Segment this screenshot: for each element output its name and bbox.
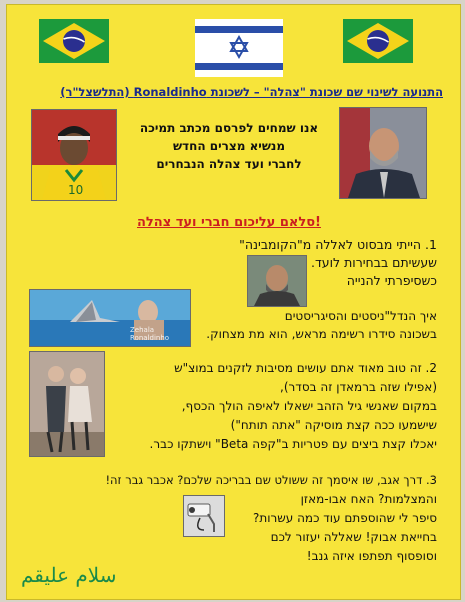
section-3-line: סיפר לי שהוספתם עוד כמה עשרות? [252, 511, 437, 525]
photo-watermark: Zehala Ronaldinho [130, 326, 170, 342]
section-3-line: 3. דרך אגב, שו איסמך זה ששולט שם בבריכה שלכם? אכבר גבר זה! [105, 473, 437, 487]
dancing-couple-photo [29, 351, 105, 457]
intro-line: אנו שמחים לפרסם מכתב תמיכה [139, 121, 319, 135]
section-1-line: איך הנדל"ניסטים והסיגריסטים [284, 309, 437, 323]
president-photo [339, 107, 427, 199]
section-3-line: וסופסוף תפתפו איזה גנב! [306, 549, 437, 563]
haniyeh-photo [247, 255, 307, 307]
section-3-line: והמצלמות? האח אבו-מאזן [300, 492, 437, 506]
israel-flag-icon [195, 19, 283, 77]
greeting-heading: סלאם עליכום חברי ועד צהלה! [137, 215, 321, 230]
section-2-line: במקום שאנשי גיל הזהב ישאלו לאיפה הולך הכסף, [181, 399, 437, 413]
section-3-line: בחייאת אבוק! שאללה יעזור לכם [270, 530, 437, 544]
section-1-line: כשסיפרתי להנייה [346, 273, 437, 288]
section-2-line: יאכלו קצת ביצים עם פטריות ב"קפה Beta" וישתקו כבר. [149, 437, 437, 451]
security-camera-photo [183, 495, 225, 537]
arabic-signature: سلام عليقم [21, 563, 117, 587]
intro-line: לחברי ועד צהלה הנבחרים [156, 157, 302, 171]
section-2-line: (אפילו שזה ברמאדן זה בסדר), [280, 380, 437, 394]
flyer-sheet [6, 4, 461, 600]
section-2-line: 2. זה טוב מאוד אתם עושים מסיבות לזקנים במוצ"ש [174, 361, 437, 375]
section-1-line: בשכונה סידרו רשימה מראש, הוא מת מצחוק. [206, 327, 437, 341]
section-1-line: שעשיתם בבחירות לועד. [310, 255, 437, 270]
brazil-flag-icon [39, 19, 109, 63]
page-title: התנועה לשינוי שם שכונת "צהלה" – לשכונת Ronaldinho (התלשצל"ר) [60, 85, 443, 99]
svg-text:10: 10 [68, 183, 84, 197]
intro-line: מנשיא מצרים החדש [172, 139, 286, 153]
brazil-flag-icon [343, 19, 413, 63]
section-2-line: שישמעו ככה קצת מוסיקה "אתה תותח") [230, 418, 437, 432]
player-photo [31, 109, 117, 201]
section-1-line: 1. הייתי מבסוט לאללה מ"הקומבינה" [239, 237, 437, 252]
